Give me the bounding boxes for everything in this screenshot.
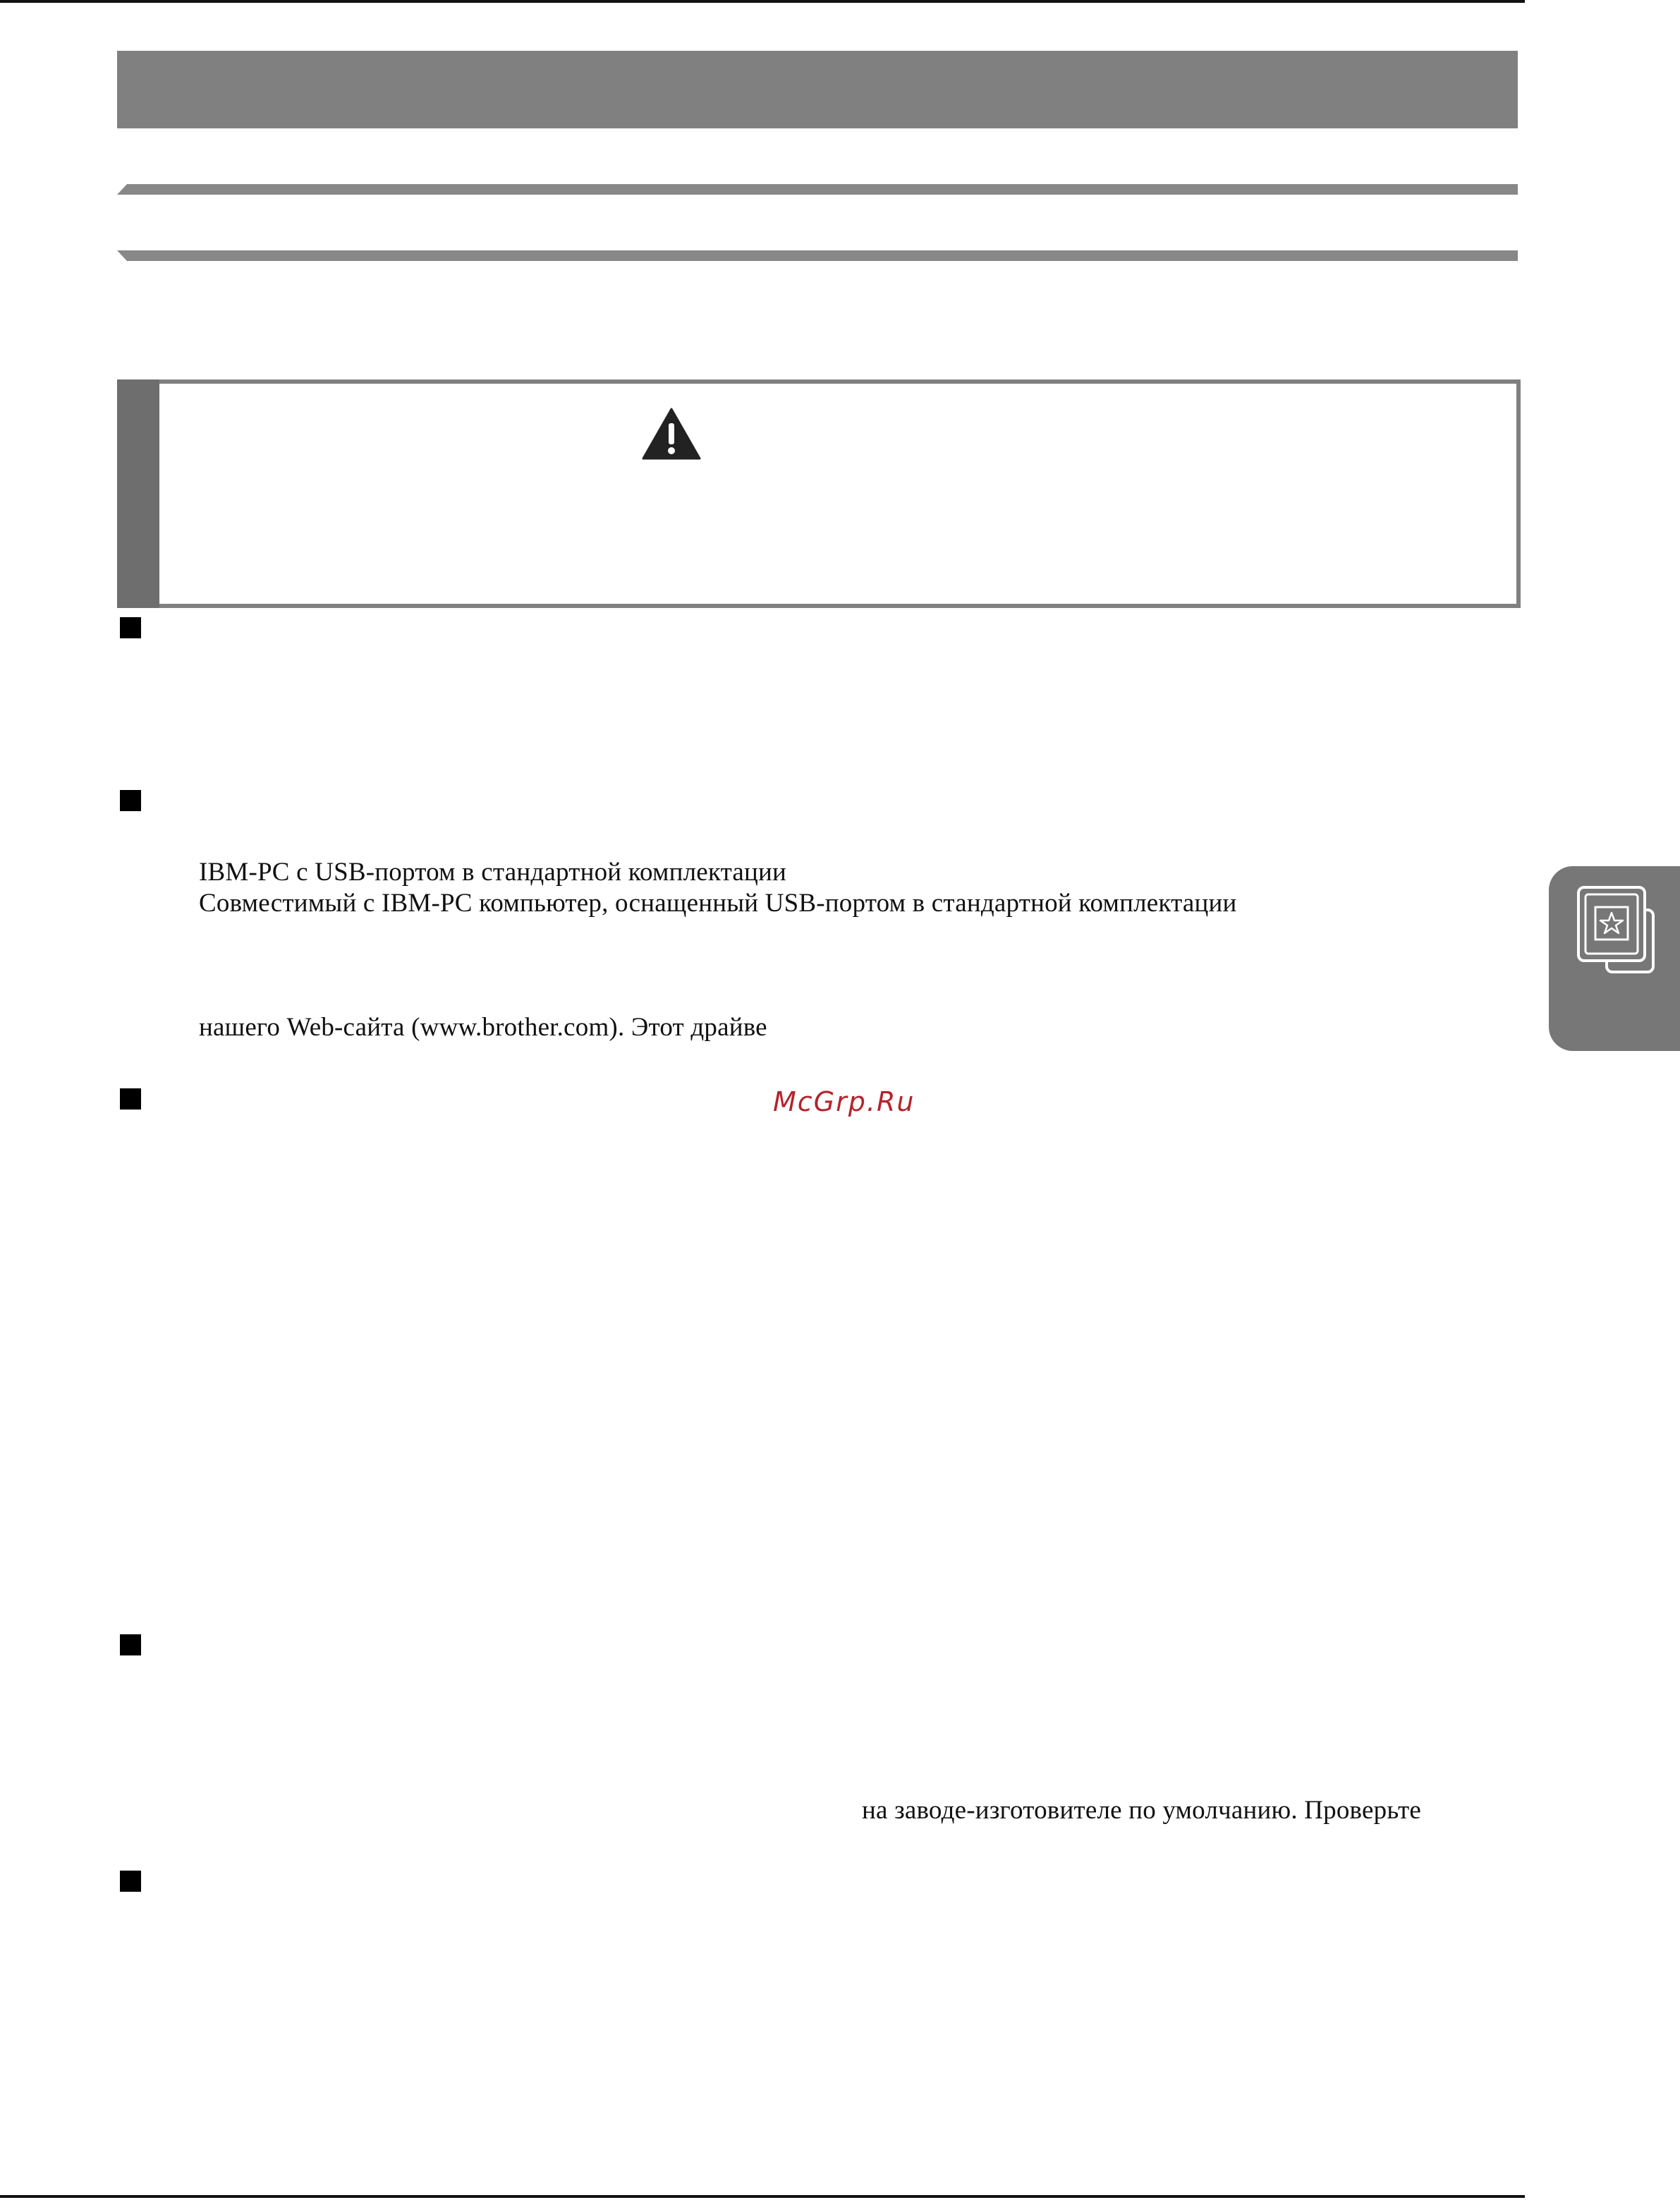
subheading-rule-bottom xyxy=(117,250,1518,261)
bottom-rule xyxy=(0,2195,1525,2198)
caution-box xyxy=(117,379,1521,608)
section-title-bar xyxy=(117,51,1518,128)
warning-triangle-icon xyxy=(642,408,701,460)
section-bullet-1 xyxy=(120,617,141,638)
section-bullet-2 xyxy=(120,790,141,811)
section-bullet-4 xyxy=(120,1634,141,1655)
section-bullet-5 xyxy=(120,1871,141,1892)
system-requirement-line-2: Совместимый с IBM-PC компьютер, оснащенный USB-портом в стандартной комплектации xyxy=(199,889,1237,918)
website-line: нашего Web-сайта (www.brother.com). Этот драйве xyxy=(199,1013,767,1042)
section-bullet-3 xyxy=(120,1088,141,1110)
factory-default-line: на заводе-изготовителе по умолчанию. Проверьте xyxy=(862,1796,1421,1825)
caution-stripe xyxy=(117,379,159,608)
subheading-rule-top xyxy=(117,184,1518,195)
system-requirement-line-1: IBM-PC с USB-портом в стандартной комплектации xyxy=(199,858,787,887)
top-rule xyxy=(0,0,1525,3)
card-stack-star-icon xyxy=(1576,885,1657,976)
watermark-text: McGrp.Ru xyxy=(773,1086,915,1117)
